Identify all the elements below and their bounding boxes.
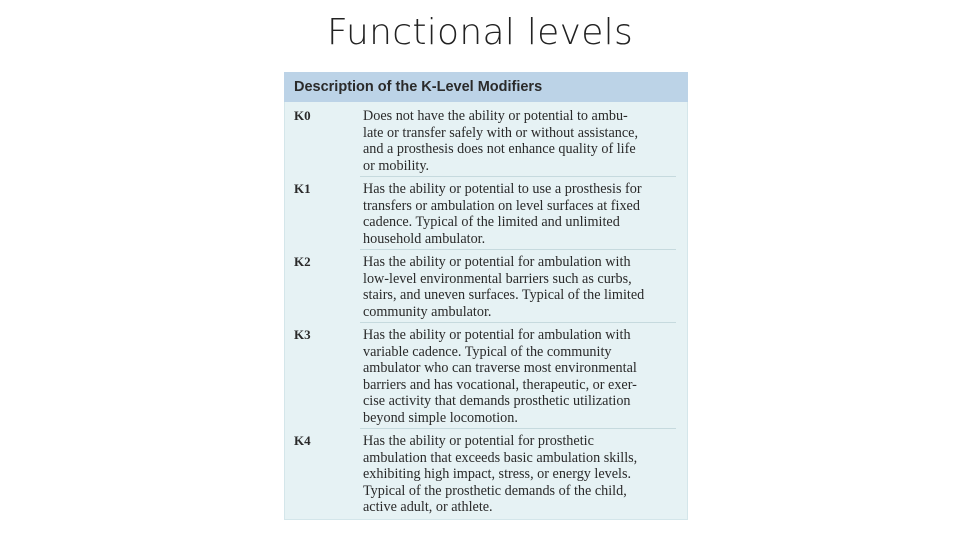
row-divider <box>360 249 676 250</box>
k-level-description-line: ambulation that exceeds basic ambulation skills, <box>363 449 638 466</box>
k-level-description-line: exhibiting high impact, stress, or energy levels. <box>363 466 632 482</box>
k-level-description-line: and a prosthesis does not enhance quality of life <box>363 141 636 157</box>
k-level-description-line: household ambulator. <box>363 230 486 247</box>
k-level-description-line: active adult, or athlete. <box>363 499 493 515</box>
k-level-description-line: ambulator who can traverse most environmental <box>363 360 637 376</box>
k-level-description-line: Does not have the ability or potential to ambu- <box>363 108 628 124</box>
table-header: Description of the K-Level Modifiers <box>284 72 688 102</box>
k-level-description-line: Has the ability or potential for ambulation with <box>363 327 631 343</box>
k-level-description-line: or mobility. <box>363 157 430 174</box>
k-level-code: K3 <box>294 327 311 342</box>
k-level-code: K1 <box>294 181 311 196</box>
k-level-table-image <box>284 72 688 520</box>
k-level-description-line: beyond simple locomotion. <box>363 409 518 426</box>
table-row <box>284 327 688 426</box>
k-level-code: K0 <box>294 108 311 123</box>
k-level-description-line: Has the ability or potential for prosthetic <box>363 433 594 449</box>
row-divider <box>360 176 676 177</box>
k-level-description-line: Has the ability or potential to use a prosthesis for <box>363 181 642 197</box>
table-row <box>284 254 688 320</box>
table-row <box>284 181 688 247</box>
k-level-description-line: late or transfer safely with or without assistance, <box>363 124 638 141</box>
k-level-description-line: cise activity that demands prosthetic utilization <box>363 393 631 409</box>
table-rows <box>284 102 688 516</box>
k-level-description-line: community ambulator. <box>363 303 492 320</box>
k-level-code: K4 <box>294 433 311 448</box>
k-level-description-line: Has the ability or potential for ambulation with <box>363 254 631 270</box>
k-level-description-line: barriers and has vocational, therapeutic, or exer- <box>363 376 637 393</box>
row-divider <box>360 322 676 323</box>
table-row <box>284 433 688 516</box>
k-level-description-line: stairs, and uneven surfaces. Typical of the limited <box>363 287 645 303</box>
table-row <box>284 108 688 174</box>
k-level-description-line: cadence. Typical of the limited and unlimited <box>363 214 620 230</box>
k-level-description-line: low-level environmental barriers such as curbs, <box>363 270 632 287</box>
row-divider <box>360 428 676 429</box>
k-level-description-line: transfers or ambulation on level surfaces at fixed <box>363 197 640 214</box>
k-level-code: K2 <box>294 254 311 269</box>
k-level-description-line: Typical of the prosthetic demands of the child, <box>363 482 627 499</box>
slide-title: Functional levels <box>326 12 634 53</box>
k-level-description-line: variable cadence. Typical of the community <box>363 343 612 360</box>
